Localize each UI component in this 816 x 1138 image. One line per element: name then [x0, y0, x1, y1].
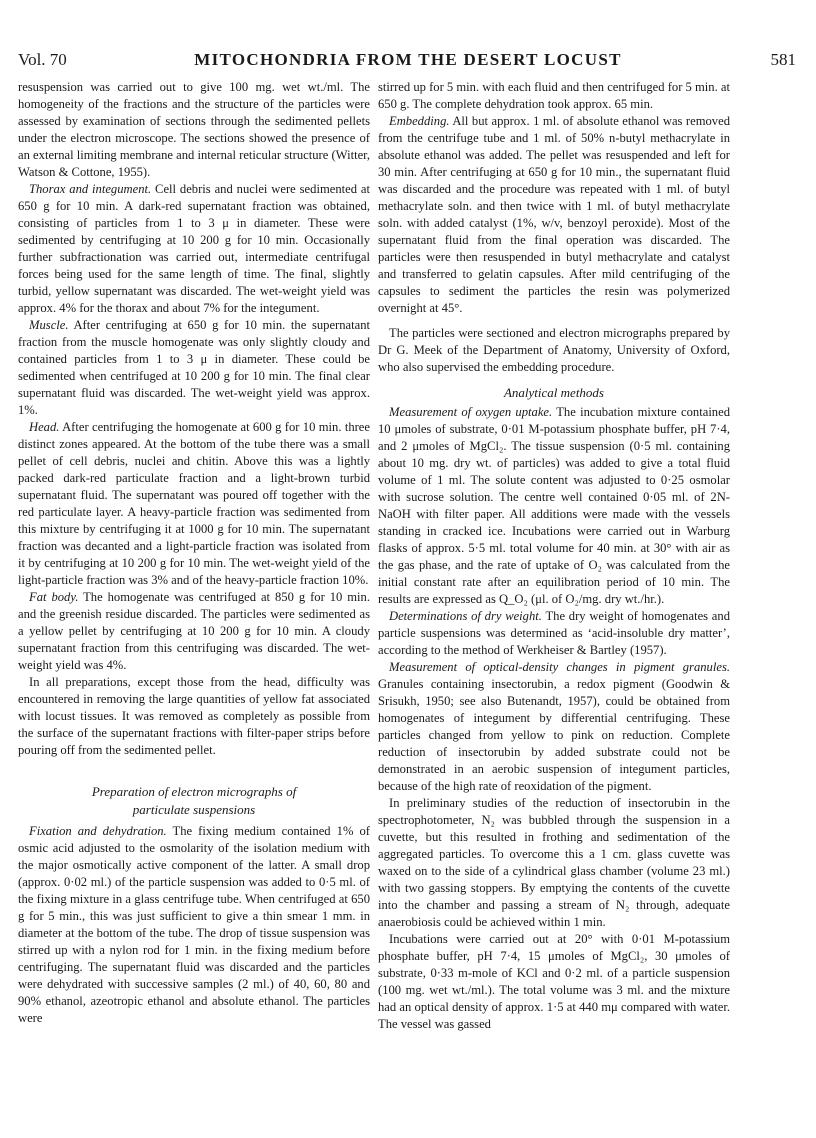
paragraph-text: The fixing medium contained 1% of osmic acid adjusted to the osmolarity of the isolation medium with the major osmotically active component of the latter. A small drop (approx. 0·02 ml.) of the particle suspension was added to 0·5 ml. of the fixing mixture in a glass centrifuge tube. When centrifuged at 650 g for 5 min., this was just sufficient to give a thin smear 1 mm. in diameter at the bottom of the tube. The drop of tissue suspension was stirred up with a nylon rod for 1 min. in the fixing medium before centrifuging. The supernatant fluid was discarded and the particles were dehydrated with successive samples (2 ml.) of 40, 60, 80 and 90% ethanol, azeotropic ethanol and absolute ethanol. The particles were [18, 824, 370, 1025]
paragraph-muscle [18, 317, 370, 419]
paragraph-text: The incubation mixture contained 10 μmoles of substrate, 0·01 M-potassium phosphate buffer, pH 7·4, and 2 μmoles of MgCl₂. The tissue suspension (0·5 ml. containing about 10 mg. dry wt. of particles) was added to give a total fluid volume of 1 ml. The solute content was adjusted to 0·25 osmolar with sucrose solution. The centre well contained 0·05 ml. of 2N-NaOH with filter paper. All additions were made with the vessels standing in cracked ice. Incubations were carried out in Warburg flasks of approx. 5·5 ml. total volume for 40 min. at 30° with air as the gas phase, and the rate of uptake of O₂ was calculated from the initial constant rate after an equilibration period of 10 min. The results are expressed as Q_O₂ (μl. of O₂/mg. dry wt./hr.). [378, 405, 730, 606]
page-number: 581 [770, 50, 796, 69]
run-in-heading: Muscle. [29, 318, 69, 332]
run-in-heading: Measurement of oxygen uptake. [389, 405, 553, 419]
run-in-heading: Determinations of dry weight. [389, 609, 542, 623]
paragraph: Incubations were carried out at 20° with 0·01 M-potassium phosphate buffer, pH 7·4, 15 μmoles of MgCl₂, 30 μmoles of substrate, 0·33 m-mole of KCl and 0·2 ml. of a particle suspension (100 mg. wet wt./ml.). The total volume was 3 ml. and the mixture had an optical density of approx. 1·5 at 440 mμ compared with water. The vessel was gassed [378, 932, 730, 1031]
section-heading-electron-micrographs [18, 783, 370, 819]
paragraph-fat-body [18, 589, 370, 674]
paragraph-text: After centrifuging at 650 g for 10 min. the supernatant fraction from the muscle homogenate was only slightly cloudy and contained particles from 1 to 3 μ in diameter. These could be sedimented when centrifuged at 10 200 g for 10 min. The final clear supernatant fluid was discarded. The wet-weight yield was approx. 1%. [18, 318, 370, 417]
paragraph-dry-weight [378, 608, 730, 659]
paragraph-text: Cell debris and nuclei were sedimented at 650 g for 10 min. A dark-red supernatant fraction was obtained, consisting of particles from 1 to 3 μ in diameter. These were sedimented by centrifuging at 10 200 g for 10 min. Occasionally further subfractionation was carried out, intermediate centrifugal forces being used for the same length of time. The final, slightly turbid, yellow supernatant was discarded. The wet-weight yield was approx. 4% for the thorax and about 7% for the integument. [18, 182, 370, 315]
paragraph-optical-density [378, 659, 730, 795]
paragraph-text: The homogenate was centrifuged at 850 g for 10 min. and the greenish residue discarded. The particles were sedimented as a yellow pellet by centrifuging at 10 200 g for 10 min. A cloudy supernatant fraction from this centrifuging was discarded. The wet-weight yield was 4%. [18, 590, 370, 672]
left-column [18, 79, 370, 1027]
right-column [378, 79, 730, 1033]
run-in-heading: Fixation and dehydration. [29, 824, 167, 838]
section-heading-line: particulate suspensions [132, 802, 256, 817]
section-heading-analytical-methods: Analytical methods [503, 385, 604, 400]
paragraph-thorax-integument [18, 181, 370, 317]
paragraph-head [18, 419, 370, 589]
run-in-heading: Measurement of optical-density changes in pigment granules. [389, 660, 730, 674]
run-in-heading: Head. [29, 420, 60, 434]
paragraph: In all preparations, except those from the head, difficulty was encountered in removing the large quantities of yellow fat associated with locust tissues. It was removed as completely as possible from the surface of the supernatant fractions with filter-paper strips before pouring off from the sedimented pellet. [18, 675, 370, 757]
volume-label: Vol. 70 [18, 50, 67, 69]
section-heading-line: Preparation of electron micrographs of [91, 784, 297, 799]
paragraph-text: The dry weight of homogenates and particle suspensions was determined as ‘acid-insoluble dry matter’, according to the method of Werkheiser & Bartley (1957). [378, 609, 730, 657]
running-title: MITOCHONDRIA FROM THE DESERT LOCUST [194, 50, 622, 69]
paragraph-oxygen-uptake [378, 404, 730, 608]
page-header [18, 50, 798, 74]
run-in-heading: Thorax and integument. [29, 182, 152, 196]
paragraph-text: After centrifuging the homogenate at 600 g for 10 min. three distinct zones appeared. At the bottom of the tube there was a small pellet of cell debris, nuclei and chitin. Above this was a lightly packed dark-red particulate fraction and a light-brown turbid supernatant fluid. The supernatant was poured off together with the red particulate layer. A heavy-particle fraction was sedimented from this mixture by centrifuging it at 1000 g for 10 min. The supernatant fraction was decanted and a light-particle fraction was isolated from it by centrifuging at 10 200 g for 10 min. The wet-weight yield of the light-particle fraction was 3% and of the heavy-particle fraction 10%. [18, 420, 370, 587]
paragraph: stirred up for 5 min. with each fluid and then centrifuged for 5 min. at 650 g. The complete dehydration took approx. 65 min. [378, 80, 730, 111]
run-in-heading: Fat body. [29, 590, 79, 604]
paragraph-text: Granules containing insectorubin, a redox pigment (Goodwin & Srisukh, 1950; see also Butenandt, 1957), could be obtained from homogenates of integument by differential centrifuging. These particles changed from yellow to pink on reduction. Complete reduction of insectorubin by added substrate could not be demonstrated in an aerobic suspension of integument particles, because of the high rate of reoxidation of the pigment. [378, 677, 730, 793]
paragraph-fixation [18, 823, 370, 1027]
paragraph: In preliminary studies of the reduction of insectorubin in the spectrophotometer, N₂ was bubbled through the suspension in a cuvette, but this resulted in frothing and sedimentation of the aggregated particles. To overcome this a 1 cm. glass cuvette was waxed on to the side of a cylindrical glass chamber (volume 23 ml.) with two gassing stoppers. By emptying the contents of the cuvette into the chamber and passing a stream of N₂ through, adequate anaerobiosis could be achieved within 1 min. [378, 796, 730, 929]
paragraph: The particles were sectioned and electron micrographs prepared by Dr G. Meek of the Department of Anatomy, University of Oxford, who also supervised the embedding procedure. [378, 326, 730, 374]
paragraph: resuspension was carried out to give 100 mg. wet wt./ml. The homogeneity of the fractions and the structure of the particles were assessed by examination of sections through the sedimented pellets under the electron microscope. The sections showed the presence of an external limiting membrane and internal reticular structure (Witter, Watson & Cottone, 1955). [18, 80, 370, 179]
run-in-heading: Embedding. [389, 114, 450, 128]
paragraph-text: All but approx. 1 ml. of absolute ethanol was removed from the centrifuge tube and 1 ml. of 50% n-butyl methacrylate in absolute ethanol was added. The pellet was resuspended and left for 30 min. After centrifuging at 650 g for 10 min., the supernatant fluid was discarded and the procedure was repeated with 1 ml. of butyl methacrylate soln. and then twice with 1 ml. of butyl methacrylate soln. with added catalyst (1%, w/v, benzoyl peroxide). Most of the supernatant fluid from the final operation was discarded. The particles were then resuspended in butyl methacrylate and catalyst and transferred to gelatin capsules. After mild centrifuging of the capsules to sediment the particles the resin was polymerized overnight at 45°. [378, 114, 730, 315]
paragraph-embedding [378, 113, 730, 317]
